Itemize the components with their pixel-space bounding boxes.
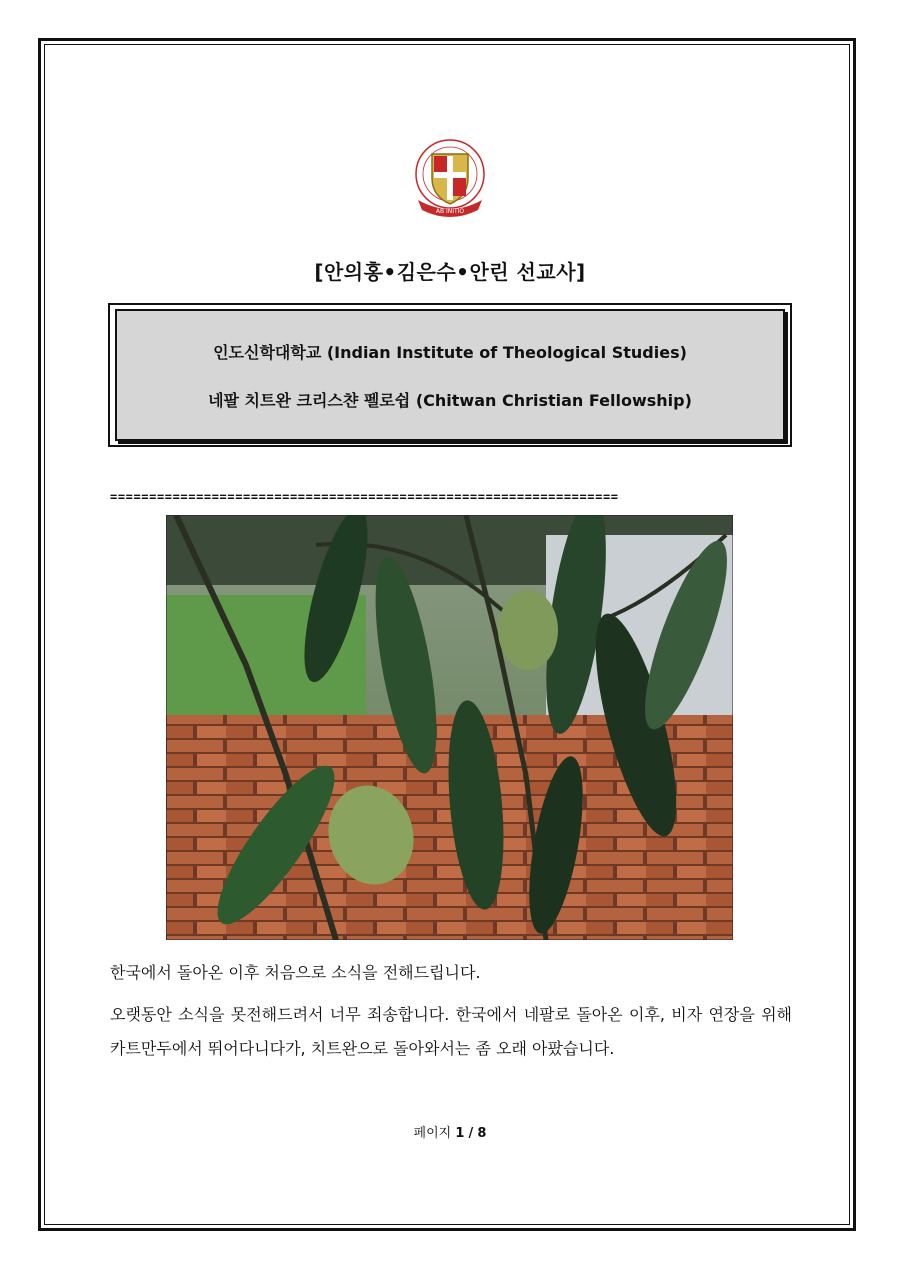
page-separator: /: [468, 1126, 474, 1141]
body-paragraph-2: 오랫동안 소식을 못전해드려서 너무 죄송합니다. 한국에서 네팔로 돌아온 이후, 비자 연장을 위해 카트만두에서 뛰어다니다가, 치트완으로 돌아와서는 좀 오래 아팠습니다.: [110, 1005, 792, 1058]
institute-crest-icon: [412, 138, 488, 222]
total-pages: 8: [477, 1126, 487, 1141]
page-title: [안의홍•김은수•안린 선교사]: [314, 260, 586, 284]
body-paragraph-1: 한국에서 돌아온 이후 처음으로 소식을 전해드립니다.: [110, 963, 481, 982]
fellowship-name: 네팔 치트완 크리스챤 펠로쉽 (Chitwan Christian Fellowship): [208, 391, 692, 410]
info-box: [115, 309, 785, 441]
current-page: 1: [455, 1126, 465, 1141]
divider-line: =================================================================: [110, 490, 619, 504]
page-label: 페이지: [413, 1126, 452, 1141]
page-footer: [0, 1122, 900, 1141]
institute-name: 인도신학대학교 (Indian Institute of Theological Studies): [213, 343, 687, 362]
mango-tree-photo: [166, 515, 733, 940]
svg-text:AB INITIO: AB INITIO: [435, 208, 465, 215]
